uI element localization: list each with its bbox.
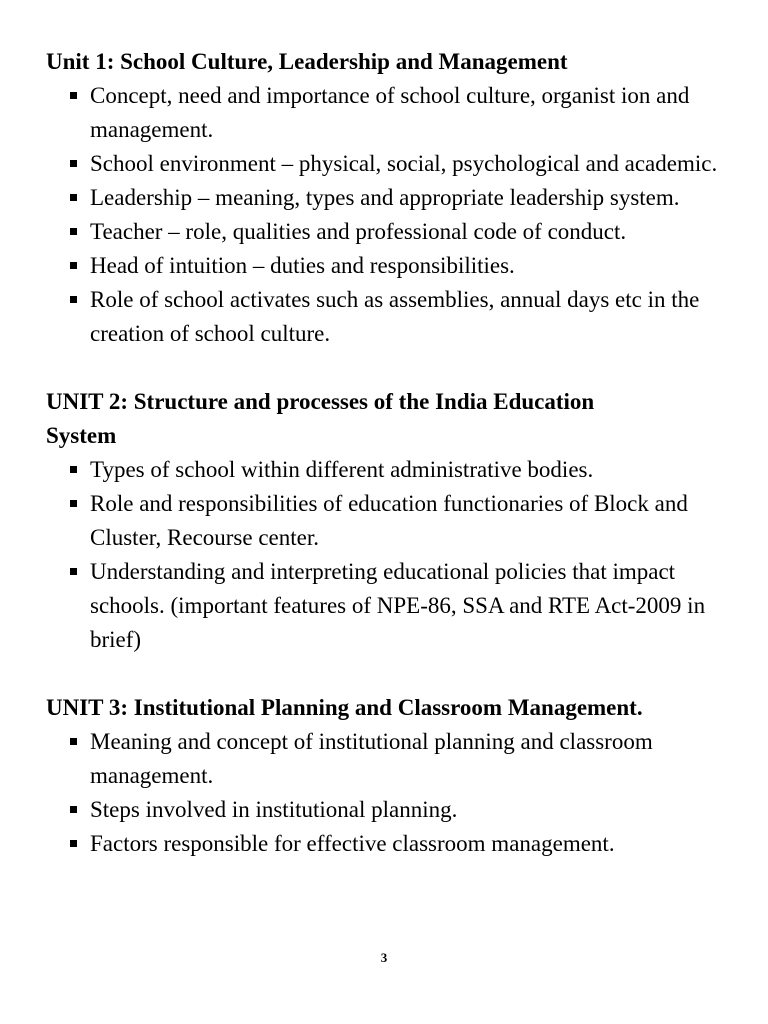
- page-number: 3: [380, 950, 388, 965]
- square-bullet-icon: [70, 296, 77, 303]
- square-bullet-icon: [70, 738, 77, 745]
- unit-3-heading: UNIT 3: Institutional Planning and Classroom Management.: [46, 695, 643, 720]
- list-item: [46, 487, 736, 555]
- list-item: [46, 555, 736, 657]
- topic-text: Role of school activates such as assemblies, annual days etc in the creation of school culture.: [90, 287, 700, 346]
- topic-text: Concept, need and importance of school culture, organist ion and management.: [90, 83, 690, 142]
- list-item: [46, 215, 736, 249]
- list-item: [46, 793, 736, 827]
- square-bullet-icon: [70, 500, 77, 507]
- square-bullet-icon: [70, 806, 77, 813]
- unit-1-section: [46, 45, 736, 351]
- square-bullet-icon: [70, 262, 77, 269]
- unit-1-topic-list: [46, 79, 736, 351]
- topic-text: Factors responsible for effective classroom management.: [90, 831, 615, 856]
- square-bullet-icon: [70, 568, 77, 575]
- square-bullet-icon: [70, 92, 77, 99]
- topic-text: Head of intuition – duties and responsibilities.: [90, 253, 515, 278]
- list-item: [46, 181, 736, 215]
- list-item: [46, 283, 736, 351]
- list-item: [46, 147, 736, 181]
- topic-text: Meaning and concept of institutional planning and classroom management.: [90, 729, 653, 788]
- list-item: [46, 249, 736, 283]
- unit-2-heading: UNIT 2: Structure and processes of the India Education System: [46, 389, 595, 448]
- topic-text: School environment – physical, social, psychological and academic.: [90, 151, 718, 176]
- unit-2-section: [46, 385, 736, 657]
- topic-text: Types of school within different administrative bodies.: [90, 457, 594, 482]
- topic-text: Role and responsibilities of education functionaries of Block and Cluster, Recourse center.: [90, 491, 688, 550]
- syllabus-content: [46, 45, 736, 861]
- unit-3-section: [46, 691, 736, 861]
- list-item: [46, 79, 736, 147]
- topic-text: Leadership – meaning, types and appropriate leadership system.: [90, 185, 680, 210]
- list-item: [46, 453, 736, 487]
- topic-text: Steps involved in institutional planning.: [90, 797, 458, 822]
- square-bullet-icon: [70, 840, 77, 847]
- unit-2-topic-list: [46, 453, 736, 657]
- square-bullet-icon: [70, 160, 77, 167]
- list-item: [46, 725, 736, 793]
- unit-1-heading: Unit 1: School Culture, Leadership and Management: [46, 49, 568, 74]
- square-bullet-icon: [70, 194, 77, 201]
- unit-3-topic-list: [46, 725, 736, 861]
- topic-text: Teacher – role, qualities and professional code of conduct.: [90, 219, 627, 244]
- list-item: [46, 827, 736, 861]
- square-bullet-icon: [70, 228, 77, 235]
- topic-text: Understanding and interpreting educational policies that impact schools. (important features of NPE-86, SSA and RTE Act-2009 in brief): [90, 559, 706, 652]
- square-bullet-icon: [70, 466, 77, 473]
